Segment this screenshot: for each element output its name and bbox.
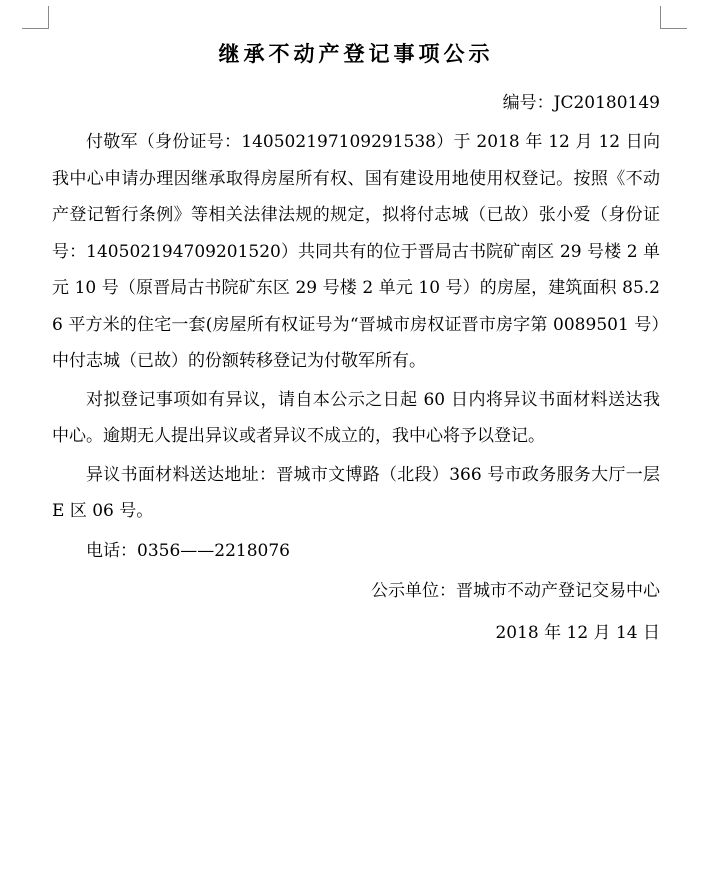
crop-mark-top-right [660, 6, 687, 29]
document-title: 继承不动产登记事项公示 [218, 41, 494, 66]
document-number: 编号：JC20180149 [502, 93, 660, 113]
address-paragraph: 异议书面材料送达地址：晋城市文博路（北段）366 号市政务服务大厅一层 E 区 06 号。 [52, 464, 660, 521]
announcement-paragraph: 付敬军（身份证号：140502197109291538）于 2018 年 12 月 12 日向我中心申请办理因继承取得房屋所有权、国有建设用地使用权登记。按照《不动产登记暂行条例》等相关法律法规的规定，拟将付志城（已故）张小爱（身份证号：140502194709201520）共同共有的位于晋局古书院矿南区 29 号楼 2 单元 10 号（原晋局古书院矿东区 29 号楼 2 单元 10 号）的房屋，建筑面积 85.26 平方米的住宅一套(房屋所有权证号为“晋城市房权证晋市房字第 0089501 号）中付志城（已故）的份额转移登记为付敬军所有。 [52, 132, 660, 371]
date-line: 2018 年 12 月 14 日 [495, 622, 660, 643]
objection-paragraph: 对拟登记事项如有异议，请自本公示之日起 60 日内将异议书面材料送达我中心。逾期无人提出异议或者异议不成立的，我中心将予以登记。 [52, 389, 660, 446]
phone-line: 电话：0356——2218076 [86, 540, 290, 561]
crop-mark-top-left [22, 6, 49, 29]
issuer-line: 公示单位：晋城市不动产登记交易中心 [371, 580, 660, 601]
document-page [52, 36, 660, 654]
